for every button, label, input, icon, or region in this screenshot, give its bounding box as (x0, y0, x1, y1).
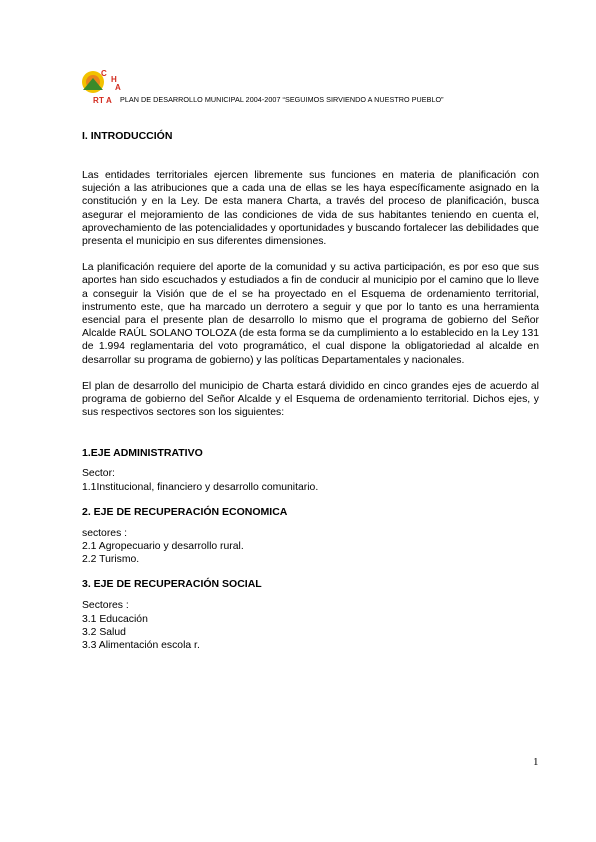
logo-letter: R (93, 96, 99, 105)
axis-heading: 2. EJE DE RECUPERACIÓN ECONOMICA (82, 505, 288, 518)
intro-paragraph: El plan de desarrollo del municipio de Charta estará dividido en cinco grandes ejes de acuerdo al programa de gobierno del Señor Alcalde y el Esquema de ordenamiento territorial. Dichos ejes, y sus respectivos sectores son los siguientes: (82, 380, 539, 419)
logo-letter: A (115, 83, 121, 92)
sector-item: 1.1Institucional, financiero y desarrollo comunitario. (82, 481, 319, 493)
sector-item: 3.2 Salud (82, 626, 126, 638)
axis-section (82, 578, 539, 652)
axis-section (82, 447, 539, 493)
document-header-title: PLAN DE DESARROLLO MUNICIPAL 2004-2007 “SEGUIMOS SIRVIENDO A NUESTRO PUEBLO” (120, 95, 444, 104)
intro-paragraph: Las entidades territoriales ejercen libremente sus funciones en materia de planificación con sujeción a las atribuciones que a cada una de ellas se les haya específicamente asignado en la constitución y en la Ley. De esta manera Charta, a través del proceso de planificación, busca asegurar el mejoramiento de las condiciones de vida de sus habitantes teniendo en cuenta el, aprovechamiento de las potencialidades y oportunidades y buscando fortalecer las debilidades que presenta el municipio en sus diferentes dimensiones. (82, 170, 539, 248)
logo-letter: A (106, 96, 112, 105)
sector-item: 3.3 Alimentación escola r. (82, 640, 200, 652)
sector-item: 2.1 Agropecuario y desarrollo rural. (82, 541, 244, 553)
sector-label: Sectores : (82, 600, 129, 612)
sector-item: 3.1 Educación (82, 613, 148, 625)
document-body (82, 130, 539, 652)
sector-item: 2.2 Turismo. (82, 554, 140, 566)
sector-label: sectores : (82, 527, 128, 539)
page-number: 1 (533, 756, 539, 768)
logo-letter: T (99, 96, 104, 105)
axis-heading: 3. EJE DE RECUPERACIÓN SOCIAL (82, 578, 262, 591)
logo-letter: C (101, 69, 107, 78)
axis-section (82, 506, 539, 567)
sector-label: Sector: (82, 468, 115, 480)
axis-heading: 1.EJE ADMINISTRATIVO (82, 447, 203, 460)
logo-letter: H (111, 75, 117, 84)
intro-paragraph: La planificación requiere del aporte de la comunidad y su activa participación, es por eso que sus aportes han sido escuchados y estudiados a fin de conducir al municipio por el camino que lo lleve a conseguir la Visión que de el se ha proyectado en el Esquema de ordenamiento territorial, instrumento este, que ha marcado un derrotero a seguir y que por lo tanto es una herramienta esencial para el presente plan de desarrollo lo mismo que el programa de gobierno del Señor Alcalde RAÚL SOLANO TOLOZA (de esta forma se da cumplimiento a lo establecido en la Ley 131 de 1.994 reglamentaria del voto programático, el cual dispone la obligatoriedad al alcalde en desarrollar su programa de gobierno) y las políticas Departamentales y nacionales. (82, 262, 539, 366)
intro-heading: I. INTRODUCCIÓN (82, 130, 173, 142)
